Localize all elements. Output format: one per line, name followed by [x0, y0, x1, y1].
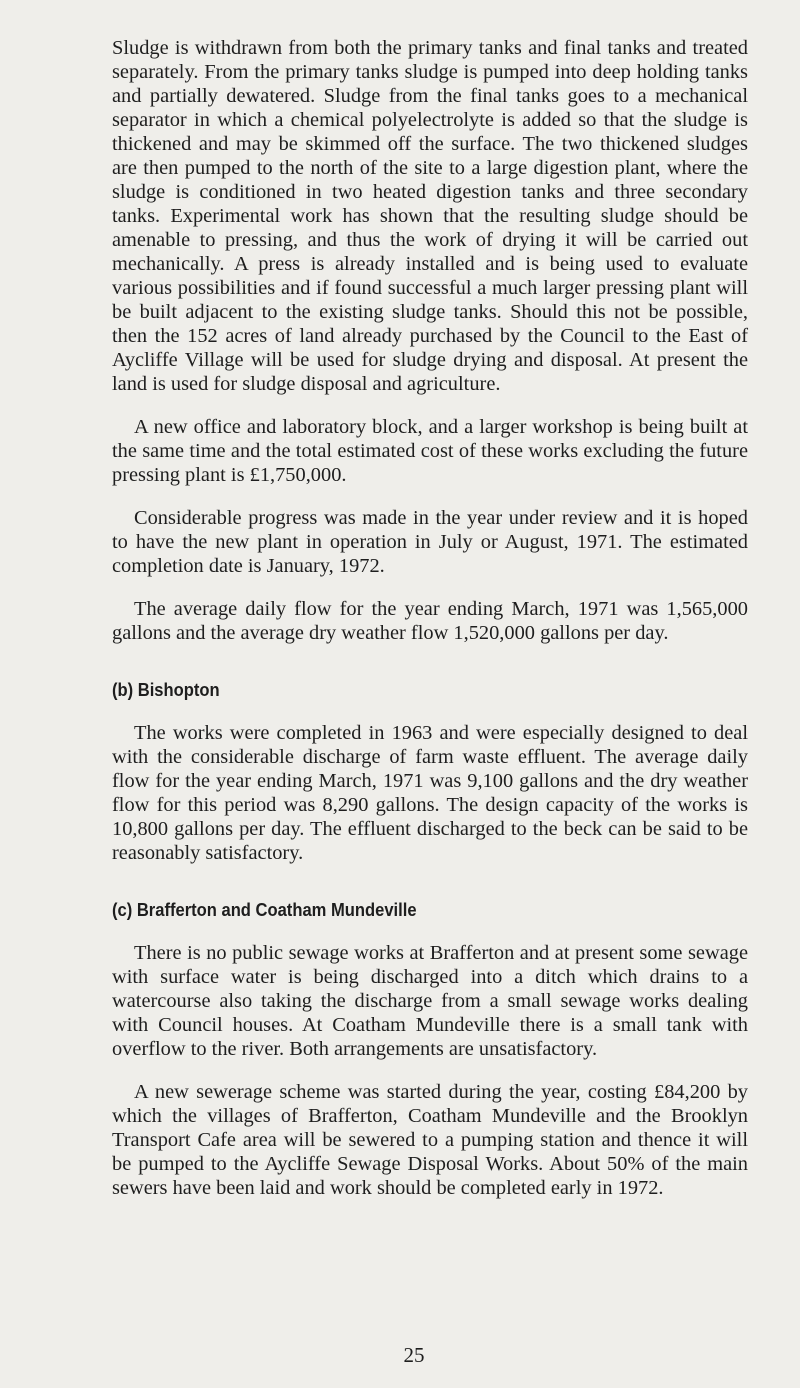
section-heading-brafferton: (c) Brafferton and Coatham Mundeville [112, 900, 417, 920]
paragraph-bishopton-works: The works were completed in 1963 and were especially designed to deal with the considerable discharge of farm waste effluent. The average daily flow for the year ending March, 1971 was 9,100 gallons and the dry weather flow for this period was 8,290 gallons. The design capacity of the works is 10,800 gallons per day. The effluent discharged to the beck can be said to be reasonably satisfactory. [112, 722, 748, 864]
page-body [112, 36, 748, 1200]
section-heading-bishopton: (b) Bishopton [112, 680, 220, 700]
paragraph-brafferton-scheme: A new sewerage scheme was started during the year, costing £84,200 by which the villages of Brafferton, Coatham Mundeville and the Brooklyn Transport Cafe area will be sewered to a pumping station and thence it will be pumped to the Aycliffe Sewage Disposal Works. About 50% of the main sewers have been laid and work should be completed early in 1972. [112, 1081, 748, 1199]
paragraph-sludge-treatment: Sludge is withdrawn from both the primary tanks and final tanks and treated separately. From the primary tanks sludge is pumped into deep holding tanks and partially dewatered. Sludge from the final tanks goes to a mechanical separator in which a chemical polyelectrolyte is added so that the sludge is thickened and may be skimmed off the surface. The two thickened sludges are then pumped to the north of the site to a large digestion plant, where the sludge is conditioned in two heated digestion tanks and three secondary tanks. Experimental work has shown that the resulting sludge should be amenable to pressing, and thus the work of drying it will be carried out mechanically. A press is already installed and is being used to evaluate various possibilities and if found successful a much larger pressing plant will be built adjacent to the existing sludge tanks. Should this not be possible, then the 152 acres of land already purchased by the Council to the East of Aycliffe Village will be used for sludge drying and disposal. At present the land is used for sludge disposal and agriculture. [112, 37, 748, 395]
paragraph-brafferton-existing: There is no public sewage works at Brafferton and at present some sewage with surface water is being discharged into a ditch which drains to a watercourse also taking the discharge from a small sewage works dealing with Council houses. At Coatham Mundeville there is a small tank with overflow to the river. Both arrangements are unsatisfactory. [112, 942, 748, 1060]
paragraph-average-flow: The average daily flow for the year ending March, 1971 was 1,565,000 gallons and the average dry weather flow 1,520,000 gallons per day. [112, 598, 748, 644]
paragraph-office-block: A new office and laboratory block, and a larger workshop is being built at the same time and the total estimated cost of these works excluding the future pressing plant is £1,750,000. [112, 416, 748, 486]
page-number: 25 [403, 1343, 425, 1367]
paragraph-progress: Considerable progress was made in the year under review and it is hoped to have the new plant in operation in July or August, 1971. The estimated completion date is January, 1972. [112, 507, 748, 577]
